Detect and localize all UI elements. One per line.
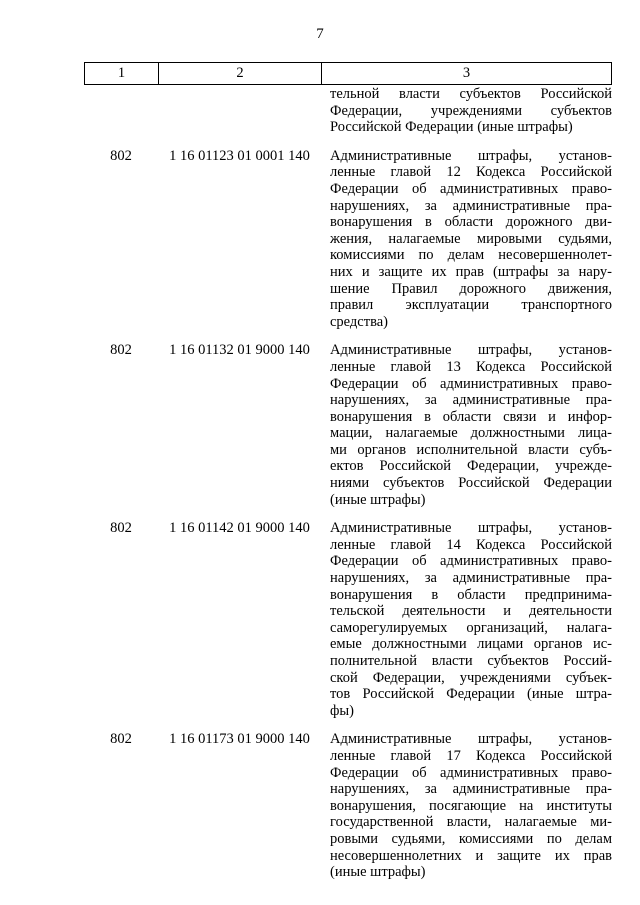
table-row [84,731,612,880]
description-line: средства) [330,313,388,330]
description-line: ми органов исполнительной власти субъ- [330,441,612,458]
description-line: правил эксплуатации транспортного [330,297,612,314]
description-line: Федерации об административных право- [330,764,612,781]
row-description [330,342,612,508]
description-line: ектов Российской Федерации, учрежде- [330,458,612,475]
description-line: вонарушения в области предпринима- [330,586,612,603]
admin-code: 802 [110,147,132,164]
description-line: емые должностными лицами органов ис- [330,636,612,653]
description-line: несовершеннолетних и защите их прав [330,847,612,864]
description-line: тельной власти субъектов Российской [330,86,612,102]
table-row [84,148,612,331]
description-line: саморегулируемых организаций, налага- [330,619,612,636]
admin-code: 802 [110,342,132,359]
kbk-code: 1 16 01123 01 0001 140 [169,147,310,164]
row-description [330,148,612,331]
table-row [84,520,612,719]
description-line: Административные штрафы, установ- [330,731,612,748]
description-line: фы) [330,702,354,719]
row-description [330,731,612,880]
description-line: Федерации об административных право- [330,375,612,392]
description-line: вонарушения в области связи и инфор- [330,408,612,425]
admin-code: 802 [110,520,132,537]
description-line: ровыми судьями, комиссиями по делам [330,830,612,847]
description-line: нарушениях, за административные пра- [330,570,612,587]
description-line: нарушениях, за административные пра- [330,197,612,214]
description-line: Административные штрафы, установ- [330,520,612,537]
kbk-code: 1 16 01132 01 9000 140 [169,342,310,359]
description-line: полнительной власти субъектов Россий- [330,653,612,669]
description-line: Административные штрафы, установ- [330,342,612,359]
row-description [330,520,612,719]
description-line: вонарушения в области дорожного дви- [330,214,612,231]
kbk-code: 1 16 01142 01 9000 140 [169,520,310,537]
description-line: ленные главой 12 Кодекса Российской [330,164,612,181]
description-line: ленные главой 13 Кодекса Российской [330,358,612,375]
table-header [84,62,612,85]
description-line: нарушениях, за административные пра- [330,781,612,798]
description-line: ниями субъектов Российской Федерации [330,475,612,492]
description-line: (иные штрафы) [330,864,426,881]
header-col-2: 2 [159,63,322,84]
description-line: мации, налагаемые должностными лица- [330,425,612,442]
description-line: них и защите их прав (штрафы за нару- [330,263,612,280]
description-line: (иные штрафы) [330,491,426,508]
description-line: Федерации об административных право- [330,553,612,570]
description-line: Федерации, учреждениями субъектов [330,102,612,119]
description-line: тельской деятельности и деятельности [330,603,612,620]
page-number: 7 [316,26,324,42]
table-body [84,86,612,881]
continuation-row [84,86,612,136]
description-line: Российской Федерации (иные штрафы) [330,119,573,136]
description-line: ленные главой 17 Кодекса Российской [330,747,612,764]
description-line: ской Федерации, учреждениями субъек- [330,669,612,686]
description-line: жения, налагаемые мировыми судьями, [330,230,612,247]
kbk-code: 1 16 01173 01 9000 140 [169,731,310,748]
description-line: ленные главой 14 Кодекса Российской [330,536,612,553]
description-line: Федерации об административных право- [330,180,612,197]
table-row [84,342,612,508]
description-line: Административные штрафы, установ- [330,147,612,164]
description-line: комиссиями по делам несовершеннолет- [330,247,612,264]
continuation-description [330,86,612,136]
description-line: тов Российской Федерации (иные штра- [330,686,612,703]
header-col-1: 1 [85,63,159,84]
header-col-3: 3 [462,65,471,81]
description-line: государственной власти, налагаемые ми- [330,814,612,831]
description-line: вонарушения, посягающие на институты [330,797,612,814]
description-line: шение Правил дорожного движения, [330,280,612,297]
admin-code: 802 [110,731,132,748]
description-line: нарушениях, за административные пра- [330,392,612,409]
